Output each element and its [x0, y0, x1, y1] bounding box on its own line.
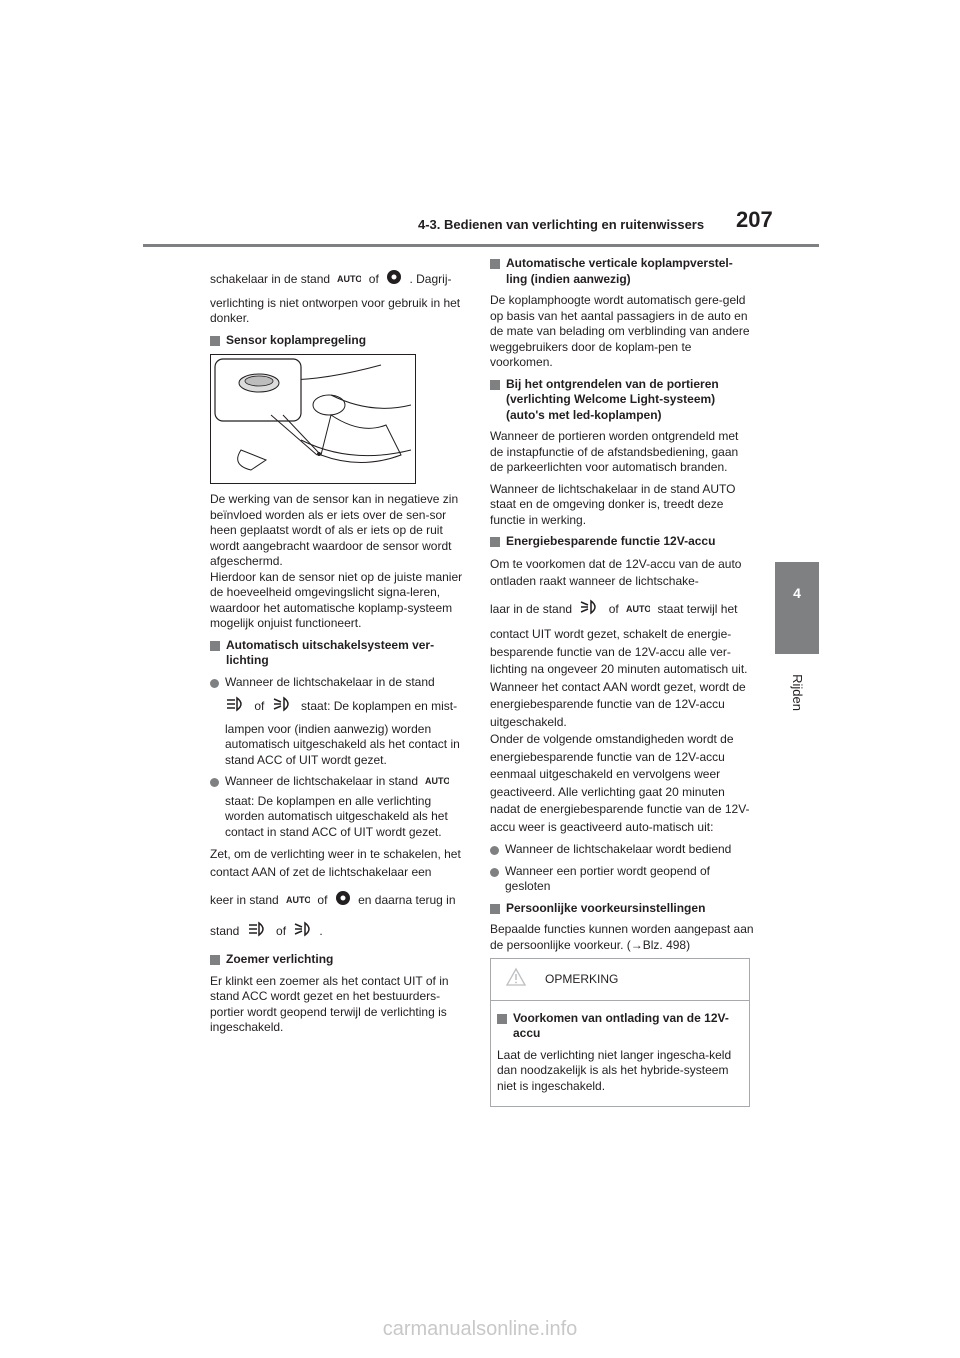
- auto-switch-icon: [626, 601, 650, 619]
- section-square-icon: [210, 641, 220, 651]
- heading-auto-off: Automatisch uitschakelsysteem ver-lichting: [210, 638, 472, 669]
- paragraph-leveling: De koplamphoogte wordt automatisch gere-geld op basis van het aantal passagiers in de auto en de mate van belading om verblinding van andere weggebruikers door de koplam-pen te voorkomen.: [490, 293, 750, 369]
- auto-switch-icon: [337, 271, 361, 289]
- section-title: 4-3. Bedienen van verlichting en ruitenwissers: [418, 217, 705, 232]
- section-square-icon: [490, 904, 500, 914]
- tail-light-icon: [579, 599, 601, 621]
- section-square-icon: [210, 955, 220, 965]
- header-rule: [143, 244, 819, 247]
- paragraph-daylight-end: verlichting is niet ontworpen voor gebruik in het donker.: [210, 295, 461, 325]
- section-square-icon: [497, 1014, 507, 1024]
- paragraph-buzzer: Er klinkt een zoemer als het contact UIT of in stand ACC wordt gezet en het bestuurders-portier wordt geopend terwijl de verlichting is ingeschakeld.: [210, 973, 449, 1035]
- paragraph-welcome-1: Wanneer de portieren worden ontgrendeld met de instapfunctie of de afstandsbediening, gaan de parkeerlichten voor automatisch branden.: [490, 429, 739, 474]
- paragraph-daylight: schakelaar in de stand AUTO of . Dagrij-: [210, 268, 472, 292]
- right-column: Automatische verticale koplampverstel-ling (indien aanwezig) De koplamphoogte wordt automatisch gere-geld op basis van het aantal passagiers in de auto en de mate van belading om verblinding van andere weggebruikers door de koplam-pen te voorkomen. Bij het ontgrendelen van de portieren (verlichting Welcome Light-systeem) (auto's met led-koplampen) Wanneer de portieren worden ontgrendeld met de instapfunctie of de afstandsbediening, gaan de parkeerlichten voor automatisch branden. Wanneer de lichtschakelaar in de stand AUTO staat en de omgeving donker is, treedt deze functie in werking. Energiebesparende functie 12V-accu Om te voorkomen dat de 12V-accu van de auto ontladen raakt wanneer de lichtschake- laar in de stand of AUTO staat terwijl het contact UIT wordt gezet, schakelt de energie-besparende functie van de 12V-accu alle ver-lichting na ongeveer 20 minuten automatisch uit. Wanneer het contact AAN wordt gezet, wordt de energiebesparende functie van de 12V-accu uitgeschakeld. Onder de volgende omstandigheden wordt de energiebesparende functie van de 12V-accu eenmaal uitgeschakeld en vervolgens weer geactiveerd. Alle verlichting gaat 20 minuten nadat de energiebesparende functie van de 12V-accu weer is geactiveerd auto-matisch uit: Wanneer de lichtschakelaar wordt bediend Wanneer een portier wordt geopend of gesloten Persoonlijke voorkeursinstellingen Bepaalde functies kunnen worden aangepast aan de persoonlijke voorkeur. (→Blz. 498): [490, 256, 754, 952]
- paragraph-welcome-2: Wanneer de lichtschakelaar in de stand AUTO staat en de omgeving donker is, treedt deze functie in werking.: [490, 481, 736, 527]
- paragraph-discharge: Laat de verlichting niet langer ingescha-keld dan noodzakelijk is als het hybride-systeem niet is ingeschakeld.: [497, 1047, 732, 1093]
- section-square-icon: [490, 259, 500, 269]
- bullet-icon: [490, 868, 499, 877]
- lamp-off-icon: [335, 889, 351, 913]
- headlight-icon: [225, 696, 247, 718]
- svg-text:AUTO: AUTO: [626, 603, 651, 613]
- heading-buzzer: Zoemer verlichting: [210, 952, 472, 968]
- heading-energy-saving: Energiebesparende functie 12V-accu: [490, 534, 754, 550]
- tail-light-icon: [272, 696, 294, 718]
- notice-header: [491, 959, 749, 1001]
- bullet-switch-operated: Wanneer de lichtschakelaar wordt bediend: [490, 842, 754, 858]
- left-column: schakelaar in de stand AUTO of . Dagrij- verlichting is niet ontworpen voor gebruik in het donker. Sensor koplampregeling De werking van de sensor kan in negatieve zin beïnvloed worden als er iets over de sen-sor heen geplaatst wordt of als er iets op de ruit wordt aangebracht waardoor de sensor wordt afgeschermd. Hierdoor kan de sensor niet op de juiste manier de hoeveelheid omgevingslicht signa-leren, waardoor het automatische koplamp-systeem mogelijk onjuist functioneert. Automatisch uitschakelsysteem ver-lichting Wanneer de lichtschakelaar in de stand of staat: De koplampen en mist- lampen voor (indien aanwezig) worden automatisch uitgeschakeld als het contact in stand ACC of UIT wordt gezet. Wanneer de lichtschakelaar in stand AUTO staat: De koplampen en alle verlichting worden automatisch uitgeschakeld als het contact in stand ACC of UIT wordt gezet. Zet, om de verlichting weer in te schakelen, het contact AAN of zet de lichtschakelaar een keer in stand AUTO of en daarna terug in stand of . Zoemer verlichting Er klinkt een zoemer als het contact UIT of in stand ACC wordt gezet en het bestuurders-portier wordt geopend terwijl de verlichting is ingeschakeld.: [210, 268, 472, 1042]
- paragraph-energy-1: Om te voorkomen dat de 12V-accu van de auto ontladen raakt wanneer de lichtschake-: [490, 556, 742, 588]
- tail-light-icon: [293, 921, 315, 943]
- watermark: carmanualsonline.info: [382, 1318, 578, 1340]
- auto-switch-icon: [286, 892, 310, 910]
- bullet-auto-off: Wanneer de lichtschakelaar in stand AUTO staat: De koplampen en alle verlichting worden automatisch uitgeschakeld als het contact in stand ACC of UIT wordt gezet.: [210, 774, 472, 840]
- heading-discharge: Voorkomen van ontlading van de 12V-accu: [497, 1011, 741, 1042]
- section-square-icon: [490, 380, 500, 390]
- svg-text:AUTO: AUTO: [337, 274, 362, 283]
- notice-box: [490, 958, 750, 1107]
- chapter-label: Rijden: [789, 673, 805, 711]
- bullet-icon: [490, 846, 499, 855]
- lamp-off-icon: [386, 268, 402, 292]
- headlight-icon: [247, 921, 269, 943]
- auto-switch-icon: [425, 774, 449, 790]
- bullet-icon: [210, 778, 219, 787]
- section-square-icon: [210, 336, 220, 346]
- page-number: 207: [736, 207, 773, 232]
- heading-welcome-light: Bij het ontgrendelen van de portieren (verlichting Welcome Light-systeem) (auto's met led-koplampen): [490, 377, 754, 424]
- section-square-icon: [490, 537, 500, 547]
- heading-leveling: Automatische verticale koplampverstel-ling (indien aanwezig): [490, 256, 754, 287]
- bullet-headlight-off: Wanneer de lichtschakelaar in de stand of staat: De koplampen en mist- lampen voor (indien aanwezig) worden automatisch uitgeschakeld als het contact in stand ACC of UIT wordt gezet.: [210, 675, 472, 769]
- heading-customization: Persoonlijke voorkeursinstellingen: [490, 901, 754, 917]
- sensor-illustration: [210, 354, 416, 484]
- paragraph-customization: Bepaalde functies kunnen worden aangepast aan de persoonlijke voorkeur. (→Blz. 498): [490, 922, 754, 952]
- svg-text:AUTO: AUTO: [286, 895, 311, 905]
- chapter-tab: [775, 562, 819, 654]
- paragraph-reactivate: Zet, om de verlichting weer in te schakelen, het contact AAN of zet de lichtschakelaar een: [210, 847, 461, 879]
- heading-sensor: Sensor koplampregeling: [210, 333, 472, 349]
- paragraph-energy-3: Onder de volgende omstandigheden wordt de energiebesparende functie van de 12V-accu eenmaal uitgeschakeld en vervolgens weer geactiveerd. Alle verlichting gaat 20 minuten nadat de energiebesparende functie van de 12V-accu weer is geactiveerd auto-matisch uit:: [490, 732, 750, 834]
- svg-text:AUTO: AUTO: [425, 776, 450, 786]
- paragraph-sensor-2: Hierdoor kan de sensor niet op de juiste manier de hoeveelheid omgevingslicht signa-leren, waardoor het automatische koplamp-systeem mogelijk onjuist functioneert.: [210, 569, 463, 630]
- paragraph-energy-2: contact UIT wordt gezet, schakelt de energie-besparende functie van de 12V-accu alle ver-lichting na ongeveer 20 minuten automatisch uit. Wanneer het contact AAN wordt gezet, wordt de energiebesparende functie van de 12V-accu uitgeschakeld.: [490, 627, 748, 729]
- notice-heading: OPMERKING: [545, 971, 619, 986]
- chapter-number: 4: [793, 585, 801, 601]
- bullet-icon: [210, 679, 219, 688]
- paragraph-sensor-1: De werking van de sensor kan in negatieve zin beïnvloed worden als er iets over de sen-sor heen geplaatst wordt of als er iets op de ruit wordt aangebracht waardoor de sensor wordt afgeschermd.: [210, 492, 459, 568]
- warning-triangle-icon: [505, 967, 527, 992]
- bullet-door-opened: Wanneer een portier wordt geopend of gesloten: [490, 864, 754, 895]
